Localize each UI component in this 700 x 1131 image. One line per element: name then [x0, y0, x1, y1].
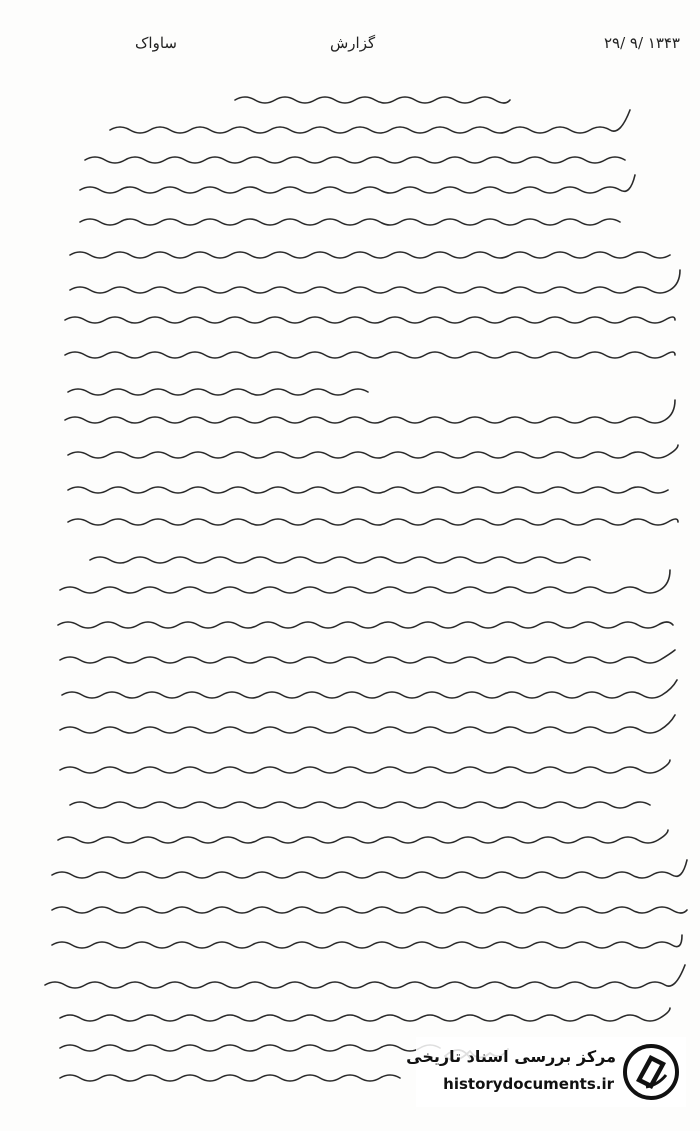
- handwriting-line: [62, 680, 677, 698]
- handwriting-line: [52, 860, 687, 878]
- document-header-note: گزارش: [330, 34, 376, 52]
- handwriting-line: [52, 935, 682, 948]
- archive-watermark: [406, 1037, 686, 1107]
- handwriting-line: [80, 219, 620, 225]
- handwriting-line: [58, 830, 668, 843]
- handwriting-line: [58, 622, 673, 628]
- watermark-title: مرکز بررسی اسناد تاریخی: [406, 1047, 616, 1066]
- handwriting-line: [68, 445, 678, 458]
- watermark-url: historydocuments.ir: [443, 1075, 614, 1093]
- handwriting-line: [52, 907, 687, 913]
- handwriting-line: [65, 400, 675, 423]
- handwriting-line: [85, 157, 625, 163]
- handwriting-line: [60, 715, 675, 733]
- handwriting-line: [60, 650, 675, 663]
- archive-logo-icon: [622, 1043, 680, 1101]
- handwriting-line: [65, 352, 675, 358]
- handwriting-line: [60, 1075, 400, 1081]
- handwriting-line: [68, 487, 668, 493]
- handwriting-line: [90, 557, 590, 563]
- handwriting-line: [60, 1008, 670, 1021]
- handwriting-line: [60, 1045, 440, 1051]
- handwriting-line: [70, 802, 650, 808]
- handwriting-line: [45, 965, 685, 988]
- document-date: ۲۹/ ۹/ ۱۳۴۳: [603, 34, 680, 52]
- handwriting-line: [68, 519, 678, 525]
- handwriting-line: [60, 760, 670, 773]
- handwriting-line: [68, 389, 368, 395]
- handwriting-line: [110, 110, 630, 133]
- handwriting-line: [70, 252, 670, 258]
- document-header-left-note: ساواک: [135, 34, 177, 52]
- handwriting-line: [235, 97, 510, 103]
- handwriting-line: [70, 270, 680, 293]
- handwriting-line: [60, 570, 670, 593]
- handwriting-line: [80, 175, 635, 193]
- handwriting-line: [65, 317, 675, 323]
